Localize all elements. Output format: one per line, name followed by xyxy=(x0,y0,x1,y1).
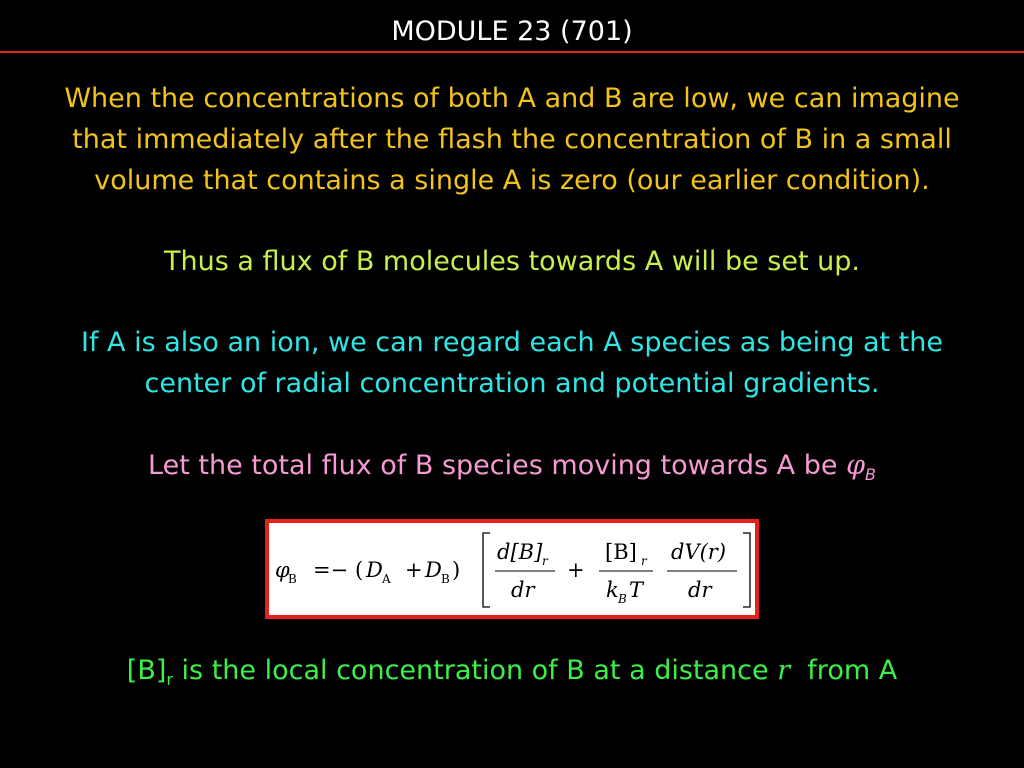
eq-t2-k-sub: B xyxy=(618,592,627,606)
paragraph-text-end: from A xyxy=(790,655,898,686)
r-variable: r xyxy=(777,655,791,686)
paragraph-line: that immediately after the flash the concentration of B in a small xyxy=(72,124,952,155)
eq-d-b-sub: B xyxy=(441,572,450,586)
paragraph-text: Let the total flux of B species moving towards A be xyxy=(148,450,838,481)
eq-phi-sub: B xyxy=(288,572,297,586)
b-subscript: r xyxy=(166,670,173,689)
paragraph-local-concentration xyxy=(0,650,1024,700)
paragraph-text: is the local concentration of B at a distance xyxy=(172,655,778,686)
eq-rparen: ) xyxy=(452,558,461,582)
eq-t1-denominator: dr xyxy=(511,578,535,602)
eq-plus: + xyxy=(405,558,423,582)
eq-t2-numerator: [B] xyxy=(605,540,637,564)
eq-t1-numerator-sub: r xyxy=(542,554,548,568)
paragraph-low-concentration xyxy=(0,78,1024,201)
paragraph-line: If A is also an ion, we can regard each A species as being at the xyxy=(81,327,943,358)
eq-d-a: D xyxy=(366,558,383,582)
eq-lparen: ( xyxy=(355,558,364,582)
flux-equation xyxy=(269,523,755,615)
eq-t3-denominator: dr xyxy=(688,578,712,602)
eq-left-bracket xyxy=(483,533,490,607)
eq-t2-k: k xyxy=(606,578,619,602)
eq-phi: φ xyxy=(275,558,290,582)
eq-t3-numerator: dV(r) xyxy=(671,540,727,564)
paragraph-total-flux xyxy=(0,445,1024,495)
b-bracket: [B] xyxy=(126,655,167,686)
phi-symbol: φ xyxy=(846,450,865,481)
eq-d-b: D xyxy=(425,558,442,582)
eq-t1-numerator: d[B] xyxy=(497,540,543,564)
eq-d-a-sub: A xyxy=(382,572,391,586)
phi-subscript: B xyxy=(864,465,876,484)
eq-equals-minus: =− xyxy=(313,558,349,582)
slide-title: MODULE 23 (701) xyxy=(391,16,633,47)
eq-t2-t: T xyxy=(629,578,644,602)
paragraph-line: When the concentrations of both A and B are low, we can imagine xyxy=(64,83,960,114)
eq-t2-numerator-sub: r xyxy=(641,554,647,568)
eq-plus-2: + xyxy=(567,558,585,582)
flux-equation-box xyxy=(265,519,759,619)
paragraph-ion xyxy=(0,322,1024,404)
paragraph-line: volume that contains a single A is zero (our earlier condition). xyxy=(94,165,930,196)
eq-right-bracket xyxy=(743,533,750,607)
title-divider xyxy=(0,51,1024,53)
paragraph-flux: Thus a flux of B molecules towards A will be set up. xyxy=(164,246,860,277)
paragraph-line: center of radial concentration and potential gradients. xyxy=(144,368,880,399)
